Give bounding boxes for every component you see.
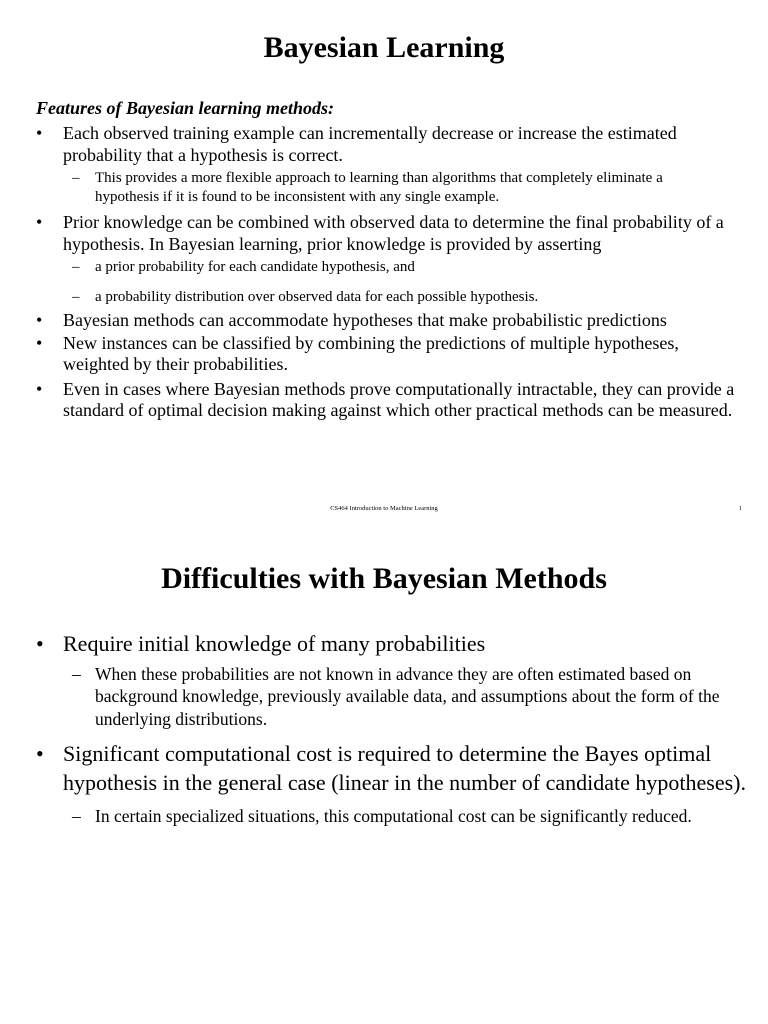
sub-bullet-item: [0, 805, 768, 828]
dash-glyph: –: [72, 806, 81, 826]
bullet-glyph: •: [36, 123, 43, 143]
bullet-item: [0, 740, 768, 797]
sub-bullet-text: In certain specialized situations, this computational cost can be significantly reduced.: [95, 806, 692, 826]
bullet-item: [0, 310, 768, 332]
sub-bullet-text: a prior probability for each candidate hypothesis, and: [95, 259, 415, 275]
slide-title: Difficulties with Bayesian Methods: [161, 562, 607, 595]
footer-page-number: 1: [738, 505, 742, 512]
sub-bullet-item: [0, 258, 768, 277]
dash-glyph: –: [72, 259, 80, 275]
bullet-text: Each observed training example can incrementally decrease or increase the estimated probability that a hypothesis is correct.: [63, 123, 677, 165]
bullet-list: [0, 123, 768, 422]
bullet-text: Require initial knowledge of many probabilities: [63, 631, 486, 656]
bullet-glyph: •: [36, 332, 43, 353]
bullet-text: New instances can be classified by combining the predictions of multiple hypotheses, weighted by their probabilities.: [63, 332, 679, 374]
dash-glyph: –: [72, 663, 81, 684]
bullet-item: [0, 333, 768, 376]
bullet-text: Significant computational cost is required to determine the Bayes optimal hypothesis in the general case (linear in the number of candidate hypotheses).: [63, 741, 746, 795]
sub-bullet-text: a probability distribution over observed data for each possible hypothesis.: [95, 288, 539, 305]
bullet-glyph: •: [36, 212, 43, 232]
sub-bullet-item: [0, 288, 768, 307]
sub-bullet-text: This provides a more flexible approach to learning than algorithms that completely eliminate a hypothesis if it is found to be inconsistent with any single example.: [95, 170, 663, 205]
slide-title: Bayesian Learning: [263, 31, 505, 64]
slide-2: [0, 530, 768, 1024]
sub-bullet-text: When these probabilities are not known in advance they are often estimated based on background knowledge, previously available data, and assumptions about the form of the underlying distributions.: [95, 663, 720, 729]
footer-course-name: CS464 Introduction to Machine Learning: [330, 505, 438, 512]
bullet-glyph: •: [36, 310, 43, 330]
bullet-text: Even in cases where Bayesian methods prove computationally intractable, they can provide a standard of optimal decision making against which other practical methods can be measured.: [63, 378, 735, 420]
bullet-item: [0, 630, 768, 659]
sub-bullet-item: [0, 663, 768, 731]
dash-glyph: –: [72, 170, 80, 186]
bullet-list: [0, 630, 768, 828]
bullet-glyph: •: [36, 741, 44, 766]
bullet-item: [0, 123, 768, 166]
dash-glyph: –: [72, 288, 80, 305]
bullet-text: Bayesian methods can accommodate hypotheses that make probabilistic predictions: [63, 310, 667, 330]
section-subheading: Features of Bayesian learning methods:: [36, 98, 335, 118]
bullet-text: Prior knowledge can be combined with observed data to determine the final probability of a hypothesis. In Bayesian learning, prior knowledge is provided by asserting: [63, 212, 724, 254]
bullet-glyph: •: [36, 631, 44, 656]
bullet-item: [0, 379, 768, 422]
bullet-glyph: •: [36, 378, 43, 399]
sub-bullet-item: [0, 169, 768, 206]
bullet-item: [0, 212, 768, 255]
